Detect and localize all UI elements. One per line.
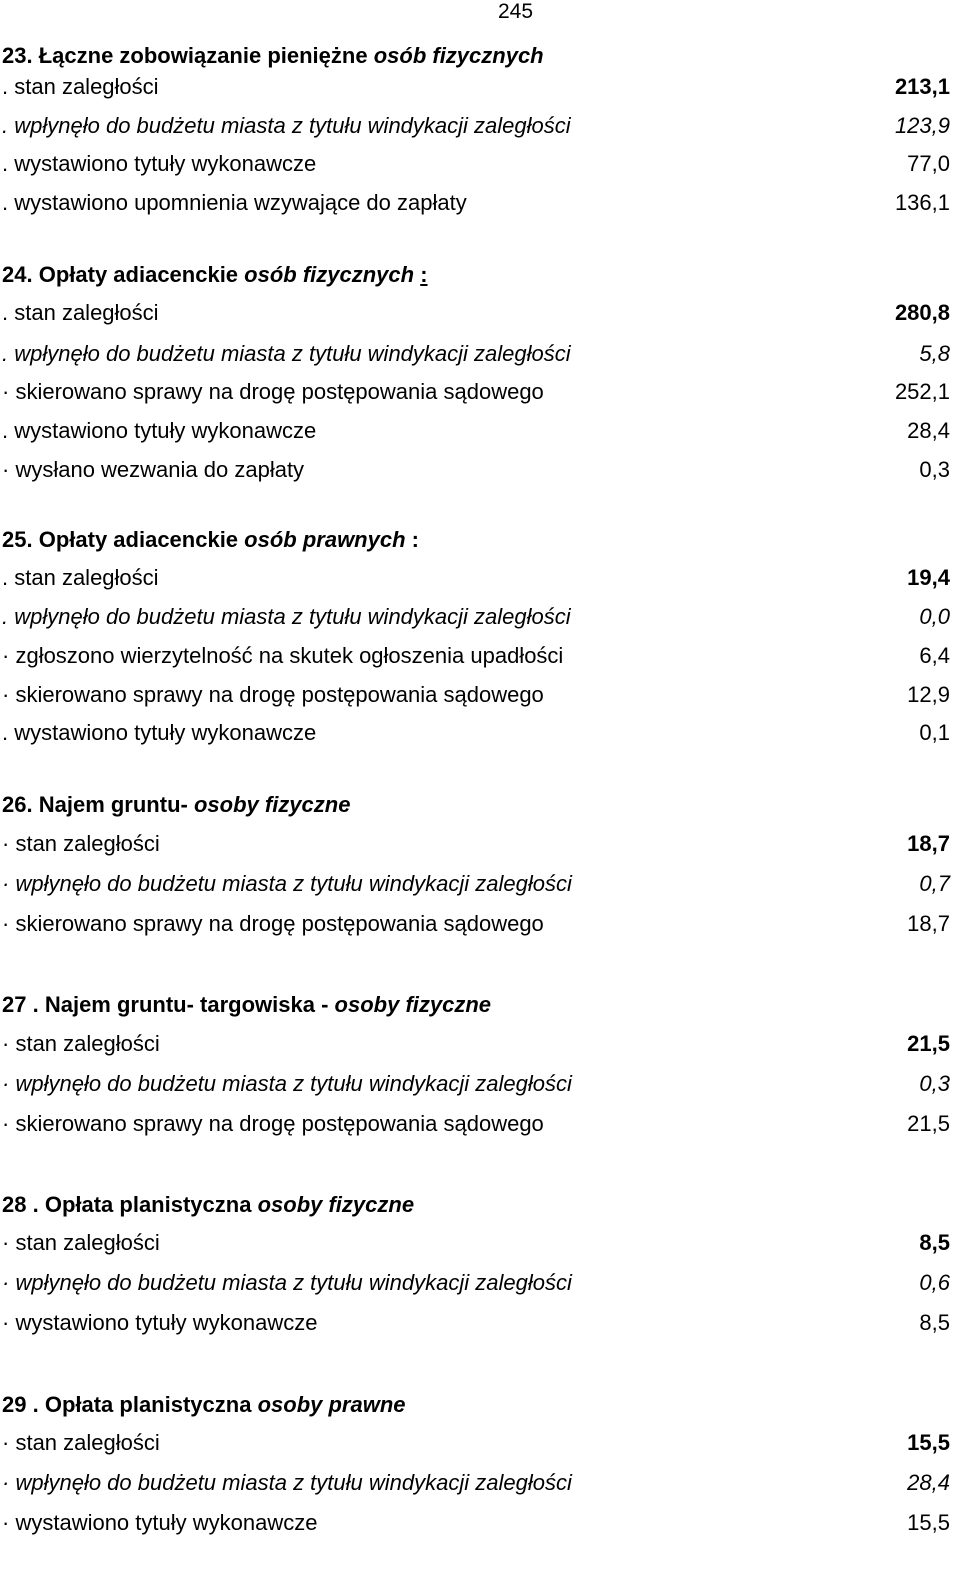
list-item xyxy=(0,907,952,941)
item-text: wpłynęło do budżetu miasta z tytułu windykacji zaległości xyxy=(14,604,571,629)
item-text: wpłynęło do budżetu miasta z tytułu windykacji zaległości xyxy=(15,1270,572,1295)
item-value: 6,4 xyxy=(919,643,950,668)
list-item xyxy=(0,1426,952,1460)
item-value: 123,9 xyxy=(894,113,950,138)
item-text: stan zaległości xyxy=(14,565,159,590)
item-label xyxy=(2,682,544,708)
section-number: 23. xyxy=(2,43,33,68)
item-text: skierowano sprawy na drogę postępowania sądowego xyxy=(15,682,544,707)
list-item xyxy=(0,1306,952,1340)
item-text: wpłynęło do budżetu miasta z tytułu windykacji zaległości xyxy=(15,871,572,896)
list-item xyxy=(0,1226,952,1260)
item-bullet: · xyxy=(2,643,10,668)
item-text: wpłynęło do budżetu miasta z tytułu windykacji zaległości xyxy=(15,1071,572,1096)
section-heading xyxy=(0,1188,952,1222)
item-value: 28,4 xyxy=(907,418,950,443)
item-bullet: · xyxy=(2,911,10,936)
item-label xyxy=(2,74,159,100)
list-item xyxy=(0,867,952,901)
item-text: wystawiono tytuły wykonawcze xyxy=(15,1310,318,1335)
item-label xyxy=(2,1111,544,1137)
item-text: stan zaległości xyxy=(14,300,159,325)
section-title: Łączne zobowiązanie pieniężne xyxy=(38,43,368,68)
section-heading-text xyxy=(2,1192,414,1218)
item-text: wystawiono upomnienia wzywające do zapłaty xyxy=(14,190,467,215)
item-bullet: · xyxy=(2,1111,10,1136)
list-item xyxy=(0,70,952,104)
item-label xyxy=(2,1270,572,1296)
item-value: 18,7 xyxy=(907,831,950,856)
item-value: 5,8 xyxy=(919,341,950,366)
item-value: 252,1 xyxy=(894,379,950,404)
list-item xyxy=(0,1506,952,1540)
section-number: 24. xyxy=(2,262,33,287)
item-label xyxy=(2,911,544,937)
section-heading-colon: : xyxy=(420,262,428,287)
item-label xyxy=(2,1310,317,1336)
list-item xyxy=(0,1107,952,1141)
item-label xyxy=(2,113,571,139)
section-title: Opłata planistyczna xyxy=(44,1392,252,1417)
section-heading-text xyxy=(2,992,491,1018)
item-bullet: . xyxy=(2,300,9,325)
item-text: wpłynęło do budżetu miasta z tytułu windykacji zaległości xyxy=(14,341,571,366)
item-value: 0,6 xyxy=(919,1270,950,1295)
item-bullet: · xyxy=(2,1310,10,1335)
list-item xyxy=(0,109,952,143)
item-value: 136,1 xyxy=(894,190,950,215)
section-subject: osoby prawne xyxy=(257,1392,406,1417)
item-text: stan zaległości xyxy=(15,1031,160,1056)
item-bullet: . xyxy=(2,190,9,215)
item-value: 77,0 xyxy=(907,151,950,176)
item-value: 28,4 xyxy=(907,1470,950,1495)
item-value: 15,5 xyxy=(907,1510,950,1535)
list-item xyxy=(0,1067,952,1101)
list-item xyxy=(0,1027,952,1061)
item-bullet: . xyxy=(2,151,9,176)
item-bullet: . xyxy=(2,604,9,629)
section-number: 25. xyxy=(2,527,33,552)
item-label xyxy=(2,1470,572,1496)
item-text: wystawiono tytuły wykonawcze xyxy=(14,418,317,443)
section-number: 28 . xyxy=(2,1192,39,1217)
list-item xyxy=(0,716,952,750)
item-text: wysłano wezwania do zapłaty xyxy=(15,457,305,482)
item-label xyxy=(2,1071,572,1097)
item-value: 21,5 xyxy=(907,1031,950,1056)
section-subject: osoby fizyczne xyxy=(334,992,492,1017)
item-value: 0,1 xyxy=(919,720,950,745)
item-bullet: · xyxy=(2,682,10,707)
item-text: skierowano sprawy na drogę postępowania sądowego xyxy=(15,911,544,936)
item-bullet: · xyxy=(2,1430,10,1455)
section-heading xyxy=(0,1388,952,1422)
item-bullet: . xyxy=(2,565,9,590)
item-value: 213,1 xyxy=(894,74,950,99)
section-subject: osób fizycznych xyxy=(373,43,544,68)
item-text: wpłynęło do budżetu miasta z tytułu windykacji zaległości xyxy=(14,113,571,138)
item-label xyxy=(2,379,544,405)
list-item xyxy=(0,186,952,220)
item-bullet: · xyxy=(2,1071,10,1096)
item-bullet: · xyxy=(2,457,10,482)
item-value: 19,4 xyxy=(907,565,950,590)
item-bullet: . xyxy=(2,74,9,99)
item-value: 8,5 xyxy=(919,1230,950,1255)
section-title: Opłata planistyczna xyxy=(44,1192,252,1217)
item-label xyxy=(2,643,563,669)
item-text: stan zaległości xyxy=(14,74,159,99)
list-item xyxy=(0,296,952,330)
section-number: 29 . xyxy=(2,1392,39,1417)
section-heading-text xyxy=(2,1392,406,1418)
section-heading xyxy=(0,788,952,822)
item-bullet: · xyxy=(2,831,10,856)
item-text: skierowano sprawy na drogę postępowania sądowego xyxy=(15,379,544,404)
list-item xyxy=(0,827,952,861)
section-title: Najem gruntu- xyxy=(38,792,188,817)
section-heading xyxy=(0,258,952,292)
list-item xyxy=(0,639,952,673)
section-heading-text xyxy=(2,792,350,818)
item-label xyxy=(2,604,571,630)
section-number: 27 . xyxy=(2,992,39,1017)
section-number: 26. xyxy=(2,792,33,817)
item-value: 21,5 xyxy=(907,1111,950,1136)
section-heading xyxy=(0,39,952,73)
item-text: wystawiono tytuły wykonawcze xyxy=(15,1510,318,1535)
list-item xyxy=(0,1266,952,1300)
item-bullet: · xyxy=(2,1510,10,1535)
list-item xyxy=(0,375,952,409)
item-bullet: · xyxy=(2,1031,10,1056)
section-title: Najem gruntu- targowiska - xyxy=(44,992,329,1017)
section-heading-text xyxy=(2,43,544,69)
section-subject: osoby fizyczne xyxy=(257,1192,415,1217)
item-value: 18,7 xyxy=(907,911,950,936)
item-label xyxy=(2,1031,160,1057)
item-text: stan zaległości xyxy=(15,1230,160,1255)
item-label xyxy=(2,418,316,444)
section-title: Opłaty adiacenckie xyxy=(38,262,239,287)
section-heading-text xyxy=(2,527,419,553)
item-value: 15,5 xyxy=(907,1430,950,1455)
item-label xyxy=(2,831,160,857)
section-subject: osoby fizyczne xyxy=(193,792,351,817)
section-heading xyxy=(0,523,952,557)
item-label xyxy=(2,457,304,483)
item-label xyxy=(2,1510,317,1536)
section-subject: osób prawnych xyxy=(244,527,406,552)
item-bullet: · xyxy=(2,1270,10,1295)
item-bullet: · xyxy=(2,1470,10,1495)
list-item xyxy=(0,561,952,595)
list-item xyxy=(0,600,952,634)
section-heading-colon: : xyxy=(411,527,419,552)
item-text: stan zaległości xyxy=(15,831,160,856)
list-item xyxy=(0,337,952,371)
section-title: Opłaty adiacenckie xyxy=(38,527,239,552)
item-bullet: . xyxy=(2,113,9,138)
item-label xyxy=(2,1230,160,1256)
list-item xyxy=(0,453,952,487)
item-text: wystawiono tytuły wykonawcze xyxy=(14,151,317,176)
item-text: stan zaległości xyxy=(15,1430,160,1455)
item-value: 12,9 xyxy=(907,682,950,707)
item-value: 280,8 xyxy=(894,300,950,325)
page-number: 245 xyxy=(498,0,534,23)
list-item xyxy=(0,147,952,181)
item-text: wpłynęło do budżetu miasta z tytułu windykacji zaległości xyxy=(15,1470,572,1495)
item-value: 8,5 xyxy=(919,1310,950,1335)
list-item xyxy=(0,414,952,448)
item-text: zgłoszono wierzytelność na skutek ogłoszenia upadłości xyxy=(15,643,564,668)
item-bullet: . xyxy=(2,418,9,443)
item-bullet: . xyxy=(2,720,9,745)
item-text: skierowano sprawy na drogę postępowania sądowego xyxy=(15,1111,544,1136)
item-bullet: · xyxy=(2,379,10,404)
item-value: 0,7 xyxy=(919,871,950,896)
item-value: 0,0 xyxy=(919,604,950,629)
item-value: 0,3 xyxy=(919,1071,950,1096)
item-label xyxy=(2,871,572,897)
item-label xyxy=(2,300,159,326)
section-heading-text xyxy=(2,262,428,288)
item-label xyxy=(2,341,571,367)
item-value: 0,3 xyxy=(919,457,950,482)
item-bullet: · xyxy=(2,1230,10,1255)
section-heading xyxy=(0,988,952,1022)
item-bullet: . xyxy=(2,341,9,366)
item-text: wystawiono tytuły wykonawcze xyxy=(14,720,317,745)
list-item xyxy=(0,1466,952,1500)
section-subject: osób fizycznych xyxy=(244,262,415,287)
item-bullet: · xyxy=(2,871,10,896)
item-label xyxy=(2,720,316,746)
list-item xyxy=(0,678,952,712)
item-label xyxy=(2,1430,160,1456)
item-label xyxy=(2,151,316,177)
item-label xyxy=(2,190,467,216)
item-label xyxy=(2,565,159,591)
